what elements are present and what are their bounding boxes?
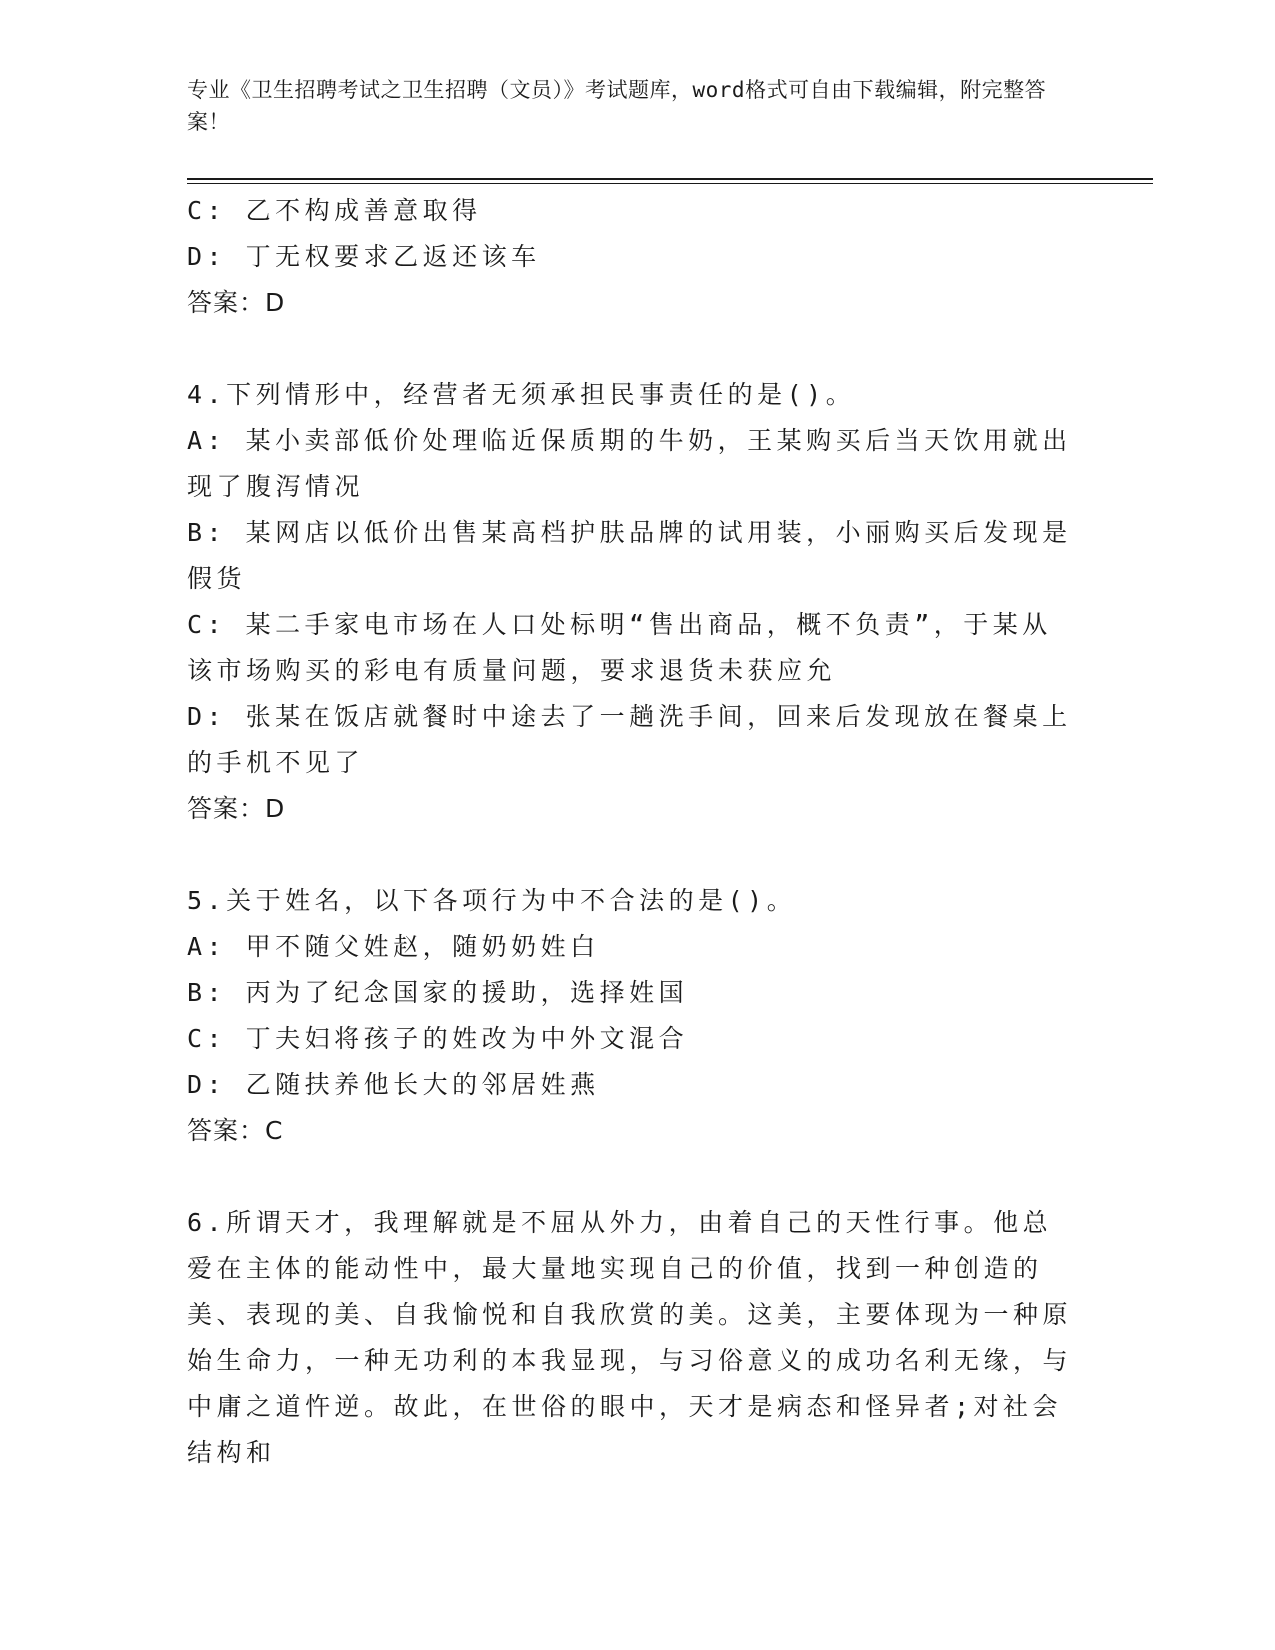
answer-line: 答案：D — [187, 288, 286, 317]
option-d: D: 丁无权要求乙返还该车 — [187, 242, 541, 271]
spacer — [187, 326, 1077, 372]
question-block-4 — [187, 372, 1077, 832]
header-rule-thin — [187, 183, 1153, 184]
spacer — [187, 1154, 1077, 1200]
header-text: 专业《卫生招聘考试之卫生招聘（文员）》考试题库，word格式可自由下载编辑，附完整答案！ — [187, 78, 1047, 134]
answer-line: 答案：C — [187, 1116, 284, 1145]
question-block-continued — [187, 188, 1077, 326]
question-stem: 5.关于姓名，以下各项行为中不合法的是()。 — [187, 886, 797, 915]
option-d: D: 乙随扶养他长大的邻居姓燕 — [187, 1070, 600, 1099]
option-b: B: 丙为了纪念国家的援助，选择姓国 — [187, 978, 689, 1007]
question-stem: 6.所谓天才，我理解就是不屈从外力，由着自己的天性行事。他总爱在主体的能动性中，最大量地实现自己的价值，找到一种创造的美、表现的美、自我愉悦和自我欣赏的美。这美，主要体现为一种原始生命力，一种无功利的本我显现，与习俗意义的成功名利无缘，与中庸之道忤逆。故此，在世俗的眼中，天才是病态和怪异者;对社会结构和 — [187, 1208, 1073, 1467]
option-a: A: 甲不随父姓赵，随奶奶姓白 — [187, 932, 600, 961]
document-body — [187, 188, 1077, 1476]
option-c: C: 某二手家电市场在人口处标明“售出商品，概不负责”，于某从该市场购买的彩电有质量问题，要求退货未获应允 — [187, 610, 1052, 685]
option-b: B: 某网店以低价出售某高档护肤品牌的试用装，小丽购买后发现是假货 — [187, 518, 1072, 593]
option-c: C: 丁夫妇将孩子的姓改为中外文混合 — [187, 1024, 689, 1053]
option-d: D: 张某在饭店就餐时中途去了一趟洗手间，回来后发现放在餐桌上的手机不见了 — [187, 702, 1072, 777]
page-header — [187, 74, 1067, 138]
question-stem: 4.下列情形中，经营者无须承担民事责任的是()。 — [187, 380, 856, 409]
spacer — [187, 832, 1077, 878]
option-a: A: 某小卖部低价处理临近保质期的牛奶，王某购买后当天饮用就出现了腹泻情况 — [187, 426, 1072, 501]
header-rule-thick — [187, 178, 1153, 180]
answer-line: 答案：D — [187, 794, 286, 823]
option-c: C: 乙不构成善意取得 — [187, 196, 482, 225]
question-block-5 — [187, 878, 1077, 1154]
question-block-6 — [187, 1200, 1077, 1476]
